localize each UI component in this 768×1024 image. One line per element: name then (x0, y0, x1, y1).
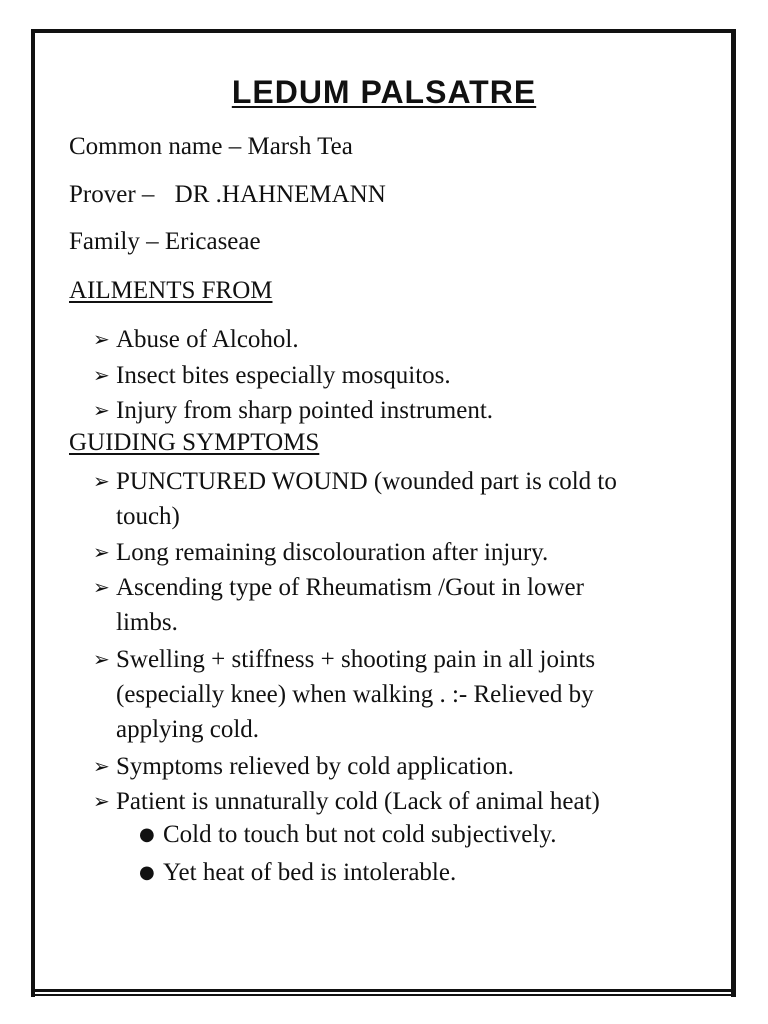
page-border-bottom-line (31, 989, 736, 992)
dot-bullet-icon: ● (139, 862, 155, 883)
symptom-item: ➢ Swelling + stiffness + shooting pain in all joints (especially knee) when walking . :- Relieved by applying cold. (93, 642, 595, 747)
arrow-bullet-icon: ➢ (93, 540, 110, 564)
prover-value: DR .HAHNEMANN (174, 181, 386, 208)
arrow-bullet-icon: ➢ (93, 469, 110, 493)
arrow-bullet-icon: ➢ (93, 647, 110, 671)
common-name-label: Common name (69, 133, 223, 160)
guiding-symptoms-heading: GUIDING SYMPTOMS (69, 429, 320, 456)
symptom-item: ➢ Long remaining discolouration after injury. (93, 535, 548, 570)
common-name-field: Common name – Marsh Tea (69, 133, 353, 160)
arrow-bullet-icon: ➢ (93, 575, 110, 599)
family-label: Family (69, 228, 140, 255)
symptom-item: ➢ Symptoms relieved by cold application. (93, 749, 514, 784)
arrow-bullet-icon: ➢ (93, 754, 110, 778)
symptom-item: ➢ Ascending type of Rheumatism /Gout in lower limbs. (93, 570, 584, 640)
arrow-bullet-icon: ➢ (93, 363, 110, 387)
arrow-bullet-icon: ➢ (93, 398, 110, 422)
symptom-sub-item: ● Cold to touch but not cold subjectively. (139, 821, 557, 848)
page-border-bottom-line-inner (31, 994, 736, 996)
family-value: Ericaseae (164, 228, 261, 255)
ailment-item: ➢ Injury from sharp pointed instrument. (93, 393, 493, 428)
ailments-heading: AILMENTS FROM (69, 277, 273, 304)
ailment-item: ➢ Abuse of Alcohol. (93, 322, 299, 357)
symptom-sub-item: ● Yet heat of bed is intolerable. (139, 859, 457, 886)
prover-field: Prover – DR .HAHNEMANN (69, 181, 386, 208)
arrow-bullet-icon: ➢ (93, 327, 110, 351)
document-title: LEDUM PALSATRE (231, 74, 537, 110)
dot-bullet-icon: ● (139, 824, 155, 845)
family-field: Family – Ericaseae (69, 228, 261, 255)
symptom-item: ➢ Patient is unnaturally cold (Lack of animal heat) (93, 784, 600, 819)
arrow-bullet-icon: ➢ (93, 789, 110, 813)
ailment-item: ➢ Insect bites especially mosquitos. (93, 358, 451, 393)
common-name-value: Marsh Tea (247, 133, 353, 160)
symptom-item: ➢ PUNCTURED WOUND (wounded part is cold to touch) (93, 464, 617, 534)
prover-label: Prover (69, 181, 136, 208)
